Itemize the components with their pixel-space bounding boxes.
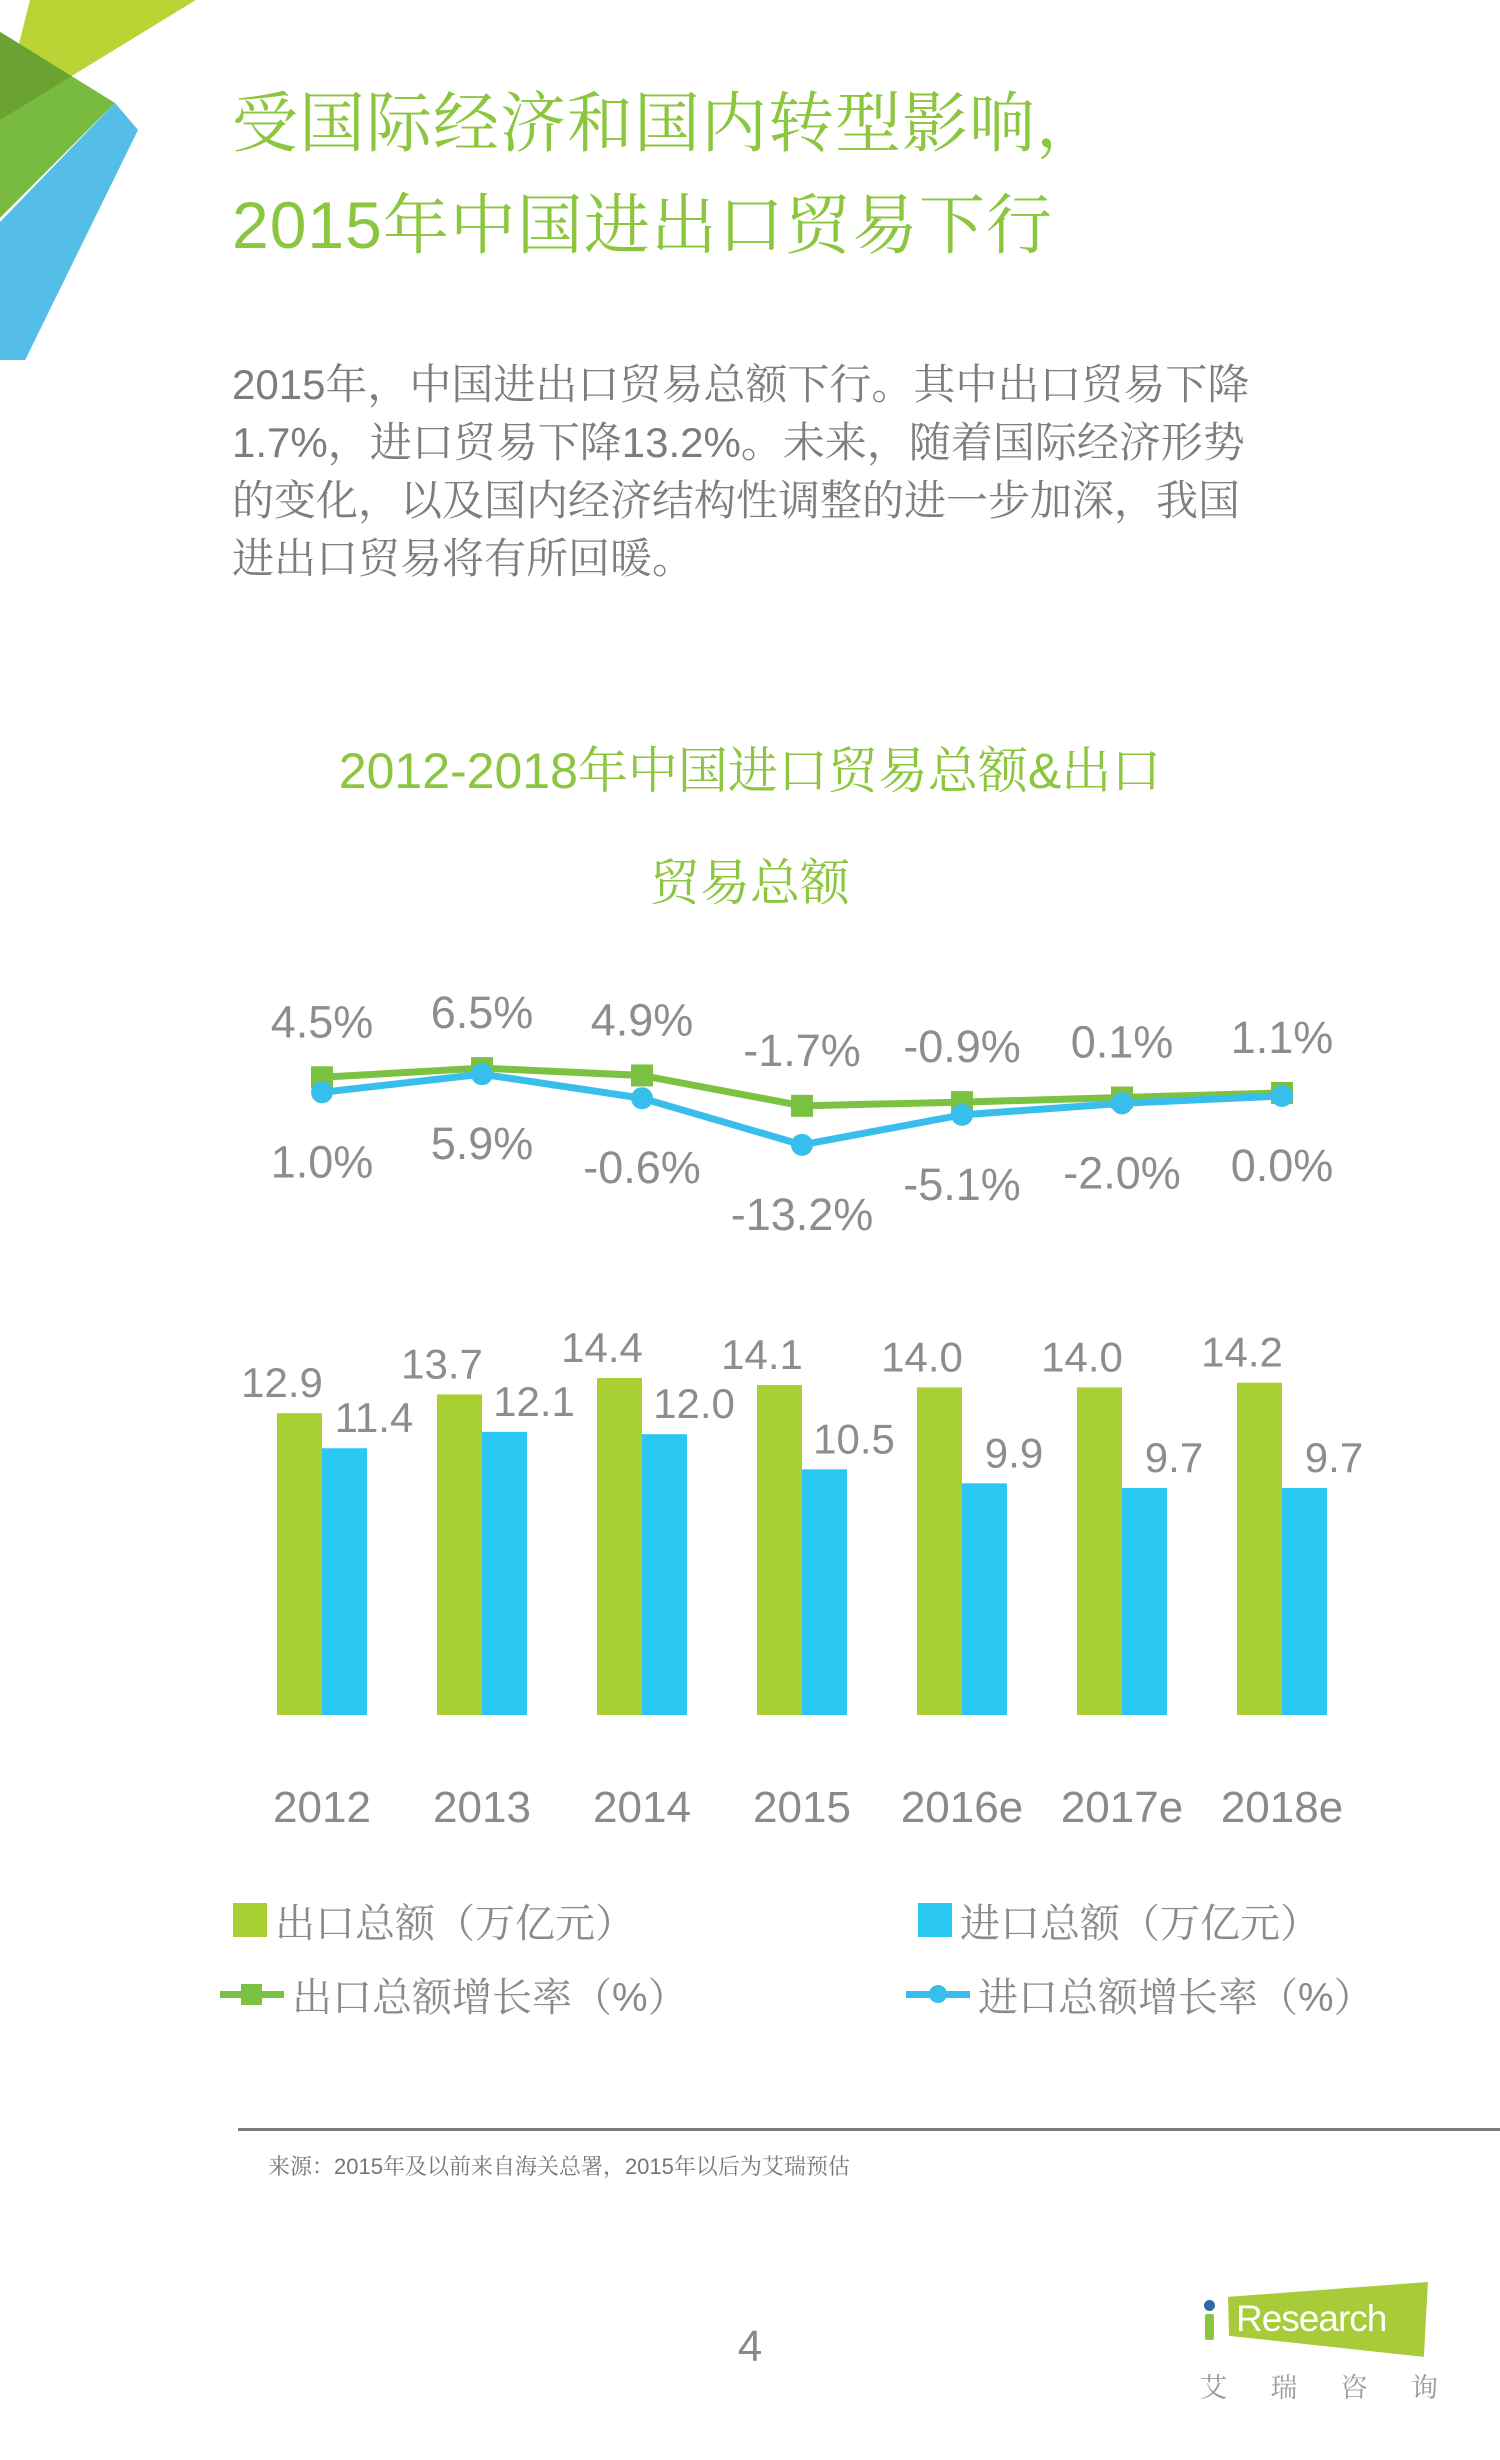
year-axis-label: 2013	[433, 1783, 531, 1832]
import-growth-marker	[471, 1063, 493, 1085]
import-bar	[962, 1483, 1007, 1715]
year-axis-label: 2012	[273, 1783, 371, 1832]
logo-cn-char: 咨	[1340, 2373, 1368, 2403]
legend-label: 进口总额增长率（%）	[978, 1975, 1374, 2020]
page-title-line1: 受国际经济和国内转型影响，	[232, 86, 1103, 160]
year-axis-label: 2014	[593, 1783, 691, 1832]
import-bar-label: 9.9	[984, 1429, 1044, 1477]
export-growth-marker	[631, 1064, 653, 1086]
year-axis-label: 2017e	[1060, 1783, 1184, 1832]
import-growth-marker	[791, 1134, 813, 1156]
export-growth-label: -0.9%	[903, 1021, 1021, 1073]
import-growth-marker	[1111, 1092, 1133, 1114]
export-growth-label: 0.1%	[1070, 1016, 1174, 1068]
export-growth-marker	[791, 1095, 813, 1117]
logo-brand-text: Research	[1236, 2298, 1387, 2339]
page-number: 4	[737, 2322, 763, 2371]
import-bar-label: 12.0	[653, 1380, 735, 1428]
export-bar-label: 13.7	[401, 1340, 483, 1388]
export-growth-label: 6.5%	[430, 987, 534, 1039]
export-bar-label: 14.0	[1041, 1333, 1123, 1381]
source-note: 来源：2015年及以前来自海关总署，2015年以后为艾瑞预估	[268, 2154, 850, 2179]
page-title	[232, 72, 1103, 276]
logo-i-stem-icon	[1205, 2314, 1214, 2340]
export-bar	[277, 1413, 322, 1715]
logo-cn-char: 瑞	[1270, 2373, 1298, 2403]
trade-combo-chart	[0, 950, 1500, 1840]
import-growth-label: 1.0%	[270, 1136, 374, 1188]
year-axis-label: 2018e	[1220, 1783, 1344, 1832]
export-bar	[437, 1394, 482, 1715]
logo-cn-char: 询	[1410, 2373, 1438, 2403]
summary-line: 进出口贸易将有所回暖。	[232, 535, 695, 582]
export-bar	[1237, 1383, 1282, 1715]
import-total-swatch-icon	[918, 1903, 952, 1937]
export-growth-label: -1.7%	[743, 1024, 861, 1076]
chart-title	[0, 715, 1500, 939]
export-growth-label: 4.5%	[270, 996, 374, 1048]
import-bar	[1282, 1488, 1327, 1715]
year-axis-label: 2016e	[900, 1783, 1024, 1832]
import-growth-label: 0.0%	[1230, 1140, 1334, 1191]
import-bar	[322, 1448, 367, 1715]
chart-title-line1: 2012-2018年中国进口贸易总额&出口	[338, 743, 1162, 799]
import-bar-label: 9.7	[1144, 1434, 1204, 1482]
legend-import-growth	[906, 1972, 1374, 2020]
summary-paragraph	[232, 356, 1249, 588]
import-growth-marker	[311, 1081, 333, 1103]
export-total-swatch-icon	[233, 1903, 267, 1937]
legend-export-total	[233, 1898, 635, 1946]
import-growth-label: -0.6%	[583, 1142, 701, 1194]
export-bar-label: 14.0	[881, 1333, 963, 1381]
summary-line: 的变化，以及国内经济结构性调整的进一步加深，我国	[232, 477, 1241, 524]
export-growth-marker-icon	[220, 1977, 284, 2011]
legend-label: 进口总额（万亿元）	[960, 1901, 1320, 1946]
logo-cn-char: 艾	[1200, 2373, 1227, 2403]
export-bar-label: 14.2	[1201, 1328, 1283, 1376]
export-bar	[1077, 1387, 1122, 1715]
import-bar-label: 10.5	[813, 1415, 895, 1463]
year-axis-label: 2015	[753, 1783, 851, 1832]
export-bar	[757, 1385, 802, 1715]
logo-chinese-name	[1200, 2366, 1438, 2405]
import-bar	[642, 1434, 687, 1715]
export-growth-label: 4.9%	[590, 994, 694, 1046]
export-bar-label: 14.1	[721, 1331, 803, 1379]
import-growth-marker	[951, 1104, 973, 1126]
logo-i-dot-icon	[1204, 2300, 1215, 2311]
footer-divider	[238, 2128, 1500, 2131]
export-bar-label: 14.4	[561, 1324, 643, 1372]
import-growth-label: -13.2%	[730, 1188, 874, 1240]
legend-import-total	[918, 1898, 1320, 1946]
import-growth-label: 5.9%	[430, 1118, 534, 1170]
page-title-line2: 2015年中国进出口贸易下行	[232, 188, 1053, 262]
export-growth-label: 1.1%	[1230, 1011, 1334, 1063]
iresearch-logo	[1192, 2282, 1444, 2403]
import-bar	[802, 1469, 847, 1715]
import-growth-marker-icon	[906, 1977, 970, 2011]
import-growth-label: -2.0%	[1063, 1147, 1181, 1199]
legend-label: 出口总额增长率（%）	[292, 1975, 688, 2020]
summary-line: 2015年，中国进出口贸易总额下行。其中出口贸易下降	[232, 361, 1250, 408]
legend-label: 出口总额（万亿元）	[275, 1901, 635, 1946]
export-bar-label: 12.9	[241, 1359, 323, 1407]
import-growth-marker	[631, 1087, 653, 1109]
import-growth-label: -5.1%	[903, 1158, 1021, 1210]
import-growth-marker	[1271, 1085, 1293, 1107]
import-bar-label: 11.4	[334, 1394, 414, 1442]
chart-title-line2: 贸易总额	[650, 855, 850, 911]
import-bar-label: 9.7	[1304, 1434, 1364, 1482]
import-bar	[482, 1432, 527, 1715]
import-bar	[1122, 1488, 1167, 1715]
import-bar-label: 12.1	[493, 1377, 575, 1425]
export-bar	[597, 1378, 642, 1715]
export-bar	[917, 1387, 962, 1715]
summary-line: 1.7%，进口贸易下降13.2%。未来，随着国际经济形势	[232, 419, 1245, 466]
legend-export-growth	[220, 1972, 688, 2020]
